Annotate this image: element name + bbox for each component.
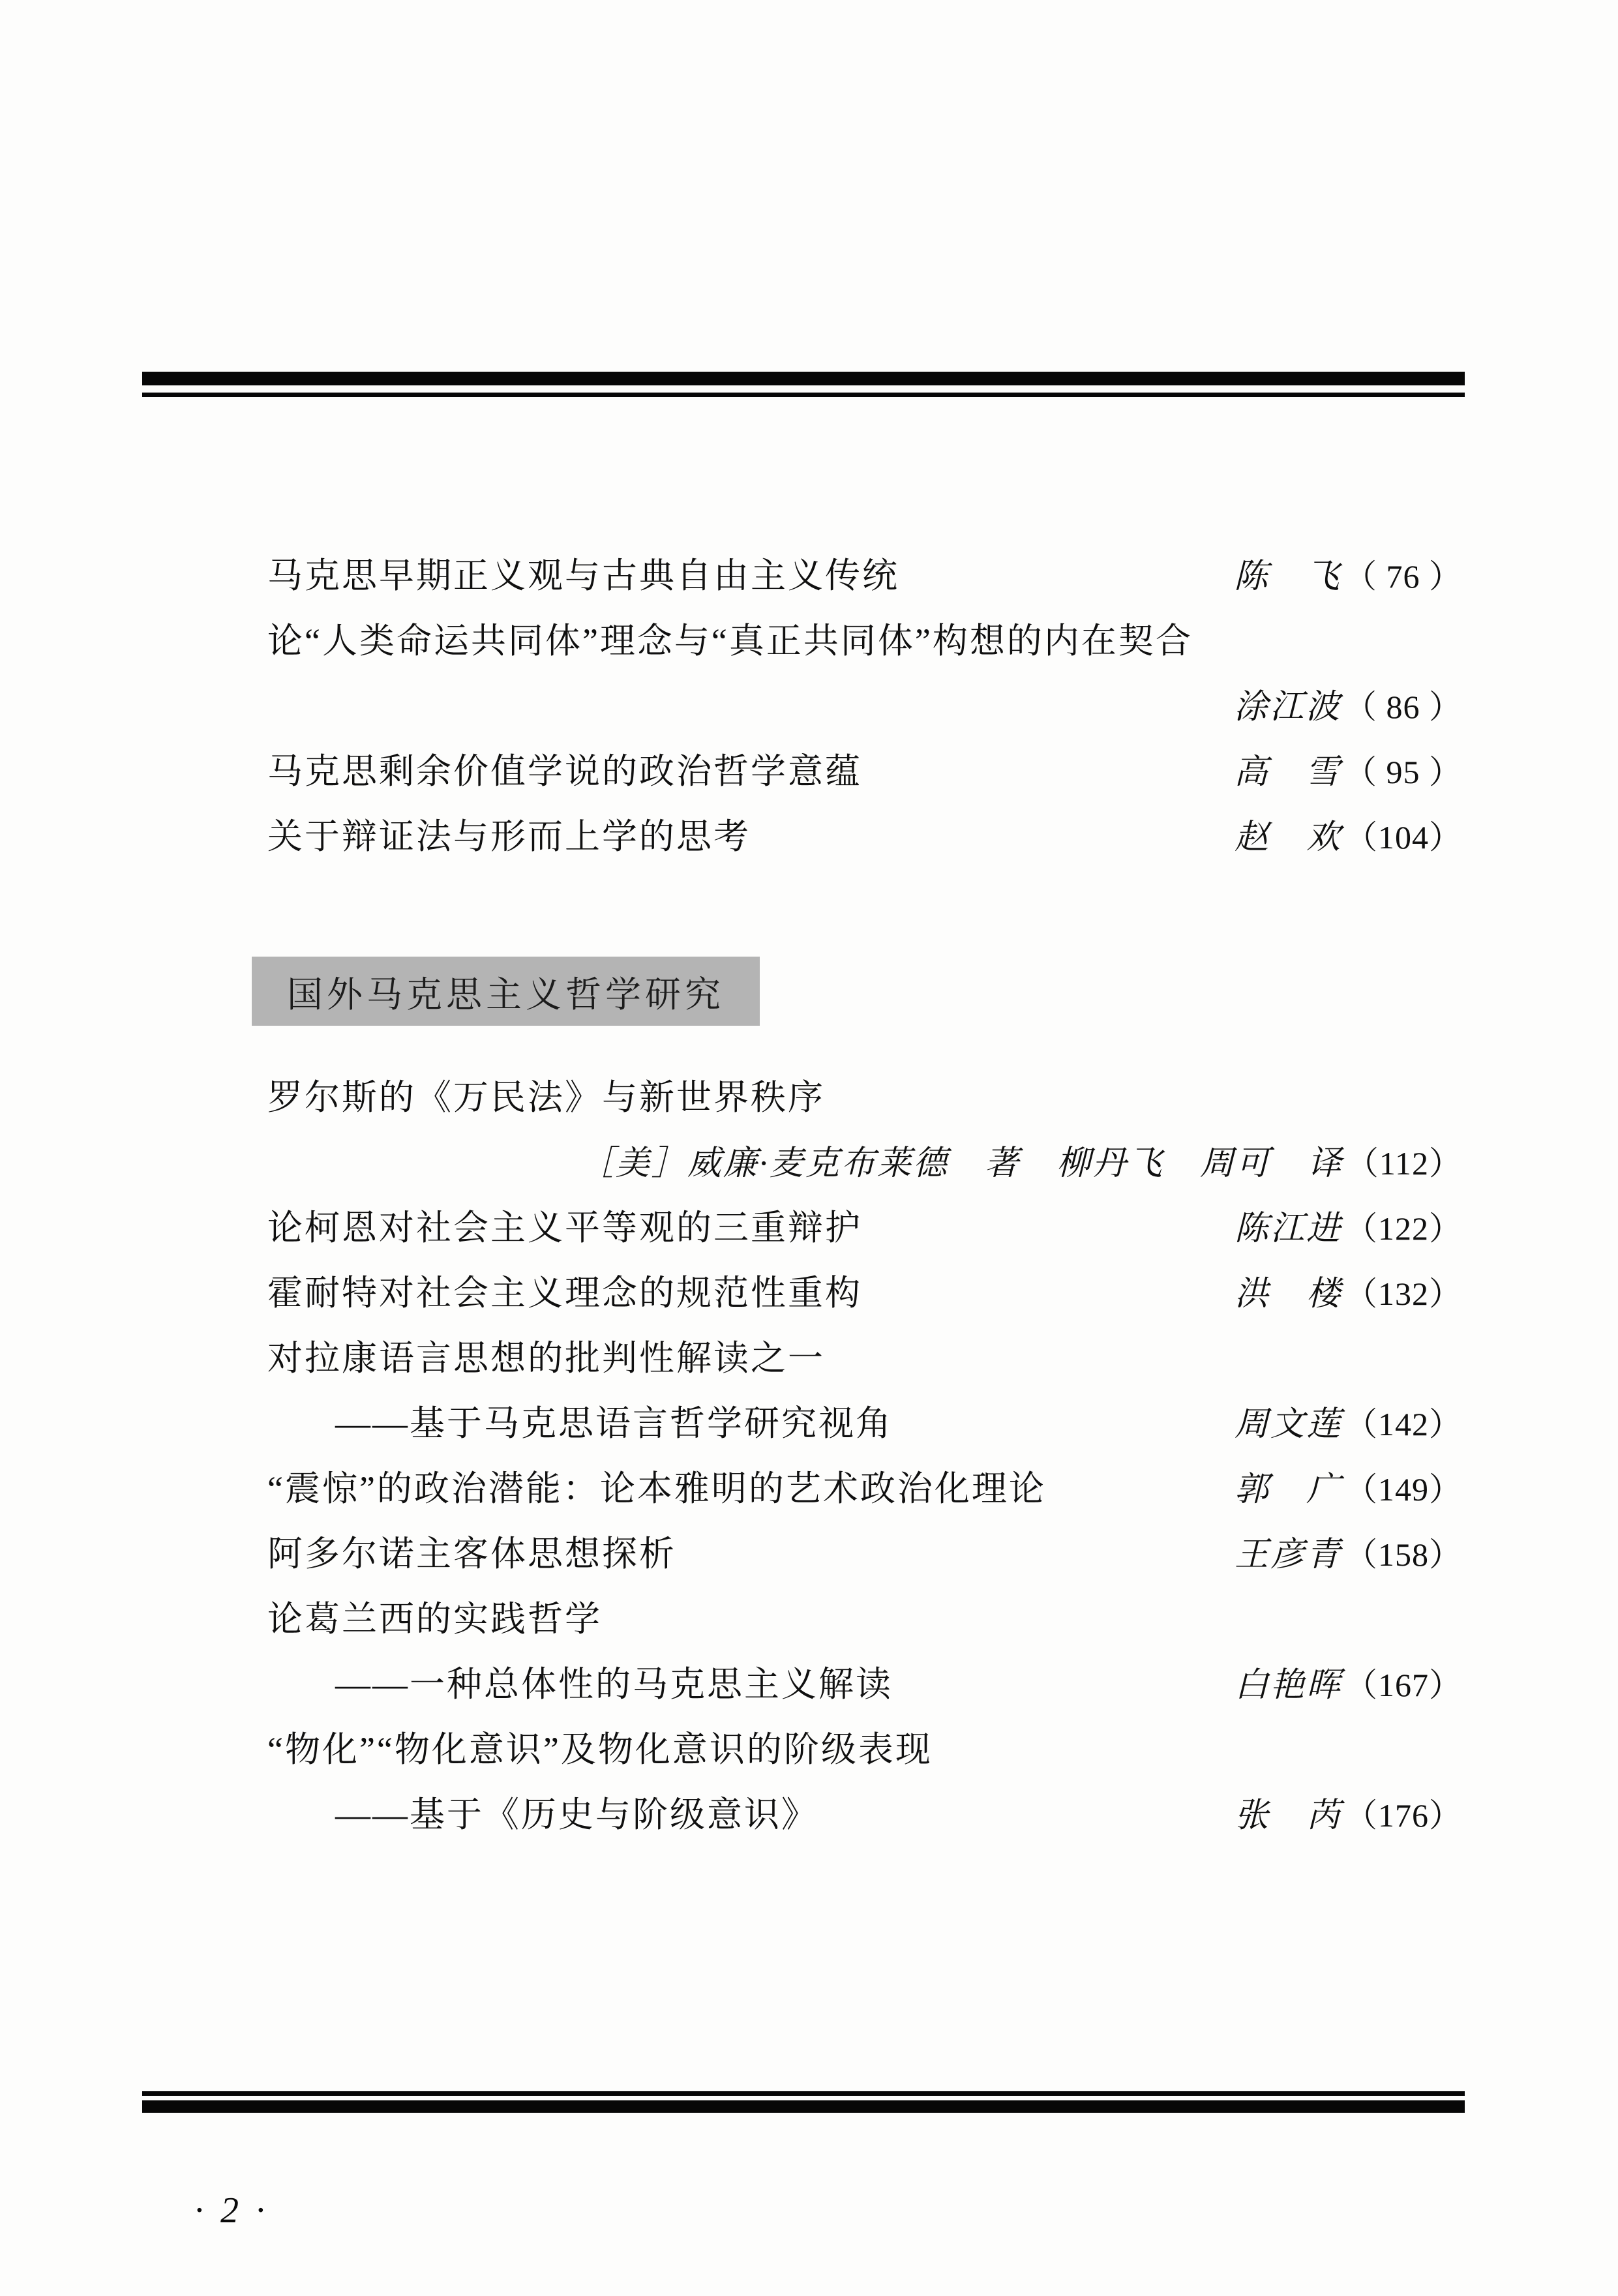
author-page (1235, 1787, 1462, 1836)
author-page (1235, 1266, 1462, 1315)
article-title: 论葛兰西的实践哲学 (267, 1599, 602, 1639)
toc-group-1 (267, 540, 1462, 866)
bottom-rule-thin (142, 2091, 1465, 2096)
author-page (1235, 1396, 1462, 1445)
page-number: （176） (1345, 1797, 1462, 1834)
article-title: 对拉康语言思想的批判性解读之一 (267, 1338, 825, 1378)
toc-row (267, 1192, 1462, 1257)
author-name: 白艳晖 (1234, 1666, 1342, 1704)
page-number: （104） (1345, 818, 1462, 856)
author-page (1235, 1527, 1462, 1575)
author-name: 陈 飞 (1233, 558, 1341, 595)
page-number: （ 95 ） (1344, 753, 1462, 790)
article-title: 关于辩证法与形而上学的思考 (267, 816, 751, 856)
page-number: （122） (1345, 1210, 1462, 1247)
author-page (1234, 744, 1462, 793)
bottom-rule-thick (142, 2100, 1465, 2113)
toc-group-2 (267, 1062, 1462, 1844)
author-name: 赵 欢 (1234, 818, 1342, 856)
top-rule-thick (142, 372, 1465, 385)
page-number: （142） (1345, 1405, 1462, 1442)
author-name: 陈江进 (1234, 1210, 1342, 1247)
section-header: 国外马克思主义哲学研究 (252, 957, 760, 1026)
article-title: 马克思早期正义观与古典自由主义传统 (267, 556, 899, 595)
toc-row (267, 1322, 1462, 1388)
toc-row (267, 736, 1462, 801)
author-page (1235, 1461, 1462, 1510)
author-name: 张 芮 (1234, 1797, 1342, 1834)
toc-row (267, 1127, 1462, 1192)
page-number: （167） (1345, 1666, 1462, 1703)
toc-row (267, 1453, 1462, 1518)
author-page (1235, 1657, 1462, 1706)
toc-row (267, 1388, 1462, 1453)
page-number: （132） (1345, 1275, 1462, 1312)
toc-row (267, 540, 1462, 605)
article-title: “物化”“物化意识”及物化意识的阶级表现 (267, 1729, 933, 1769)
author-page (1234, 679, 1462, 728)
author-name: 洪 楼 (1234, 1275, 1342, 1313)
toc-row (267, 1062, 1462, 1127)
article-title: 论“人类命运共同体”理念与“真正共同体”构想的内在契合 (267, 621, 1193, 661)
article-subtitle: ——基于《历史与阶级意识》 (335, 1795, 818, 1834)
toc-row (267, 605, 1462, 670)
author-page (1234, 548, 1462, 597)
author-name: 郭 广 (1234, 1470, 1342, 1508)
page-number: （ 86 ） (1344, 688, 1462, 725)
toc-row (267, 670, 1462, 736)
toc-row (267, 1714, 1462, 1779)
byline: ［美］威廉·麦克布莱德 著 柳丹飞 周可 译 (579, 1144, 1343, 1182)
footer-page-number: · 2 · (194, 2190, 269, 2231)
toc-row (267, 1583, 1462, 1648)
article-title: 论柯恩对社会主义平等观的三重辩护 (267, 1208, 862, 1247)
author-page (1235, 1200, 1462, 1249)
article-title: 马克思剩余价值学说的政治哲学意蕴 (267, 751, 862, 791)
page-number: （158） (1345, 1536, 1462, 1573)
author-name: 高 雪 (1233, 753, 1341, 791)
article-title: 罗尔斯的《万民法》与新世界秩序 (267, 1077, 825, 1117)
page-number: （ 76 ） (1344, 558, 1462, 595)
author-name: 周文莲 (1234, 1405, 1342, 1443)
toc-row (267, 801, 1462, 866)
page-number: （149） (1345, 1470, 1462, 1508)
toc-row (267, 1779, 1462, 1844)
article-subtitle: ——一种总体性的马克思主义解读 (335, 1664, 893, 1704)
article-subtitle: ——基于马克思语言哲学研究视角 (335, 1403, 893, 1443)
article-title: 霍耐特对社会主义理念的规范性重构 (267, 1273, 862, 1313)
author-name: 涂江波 (1233, 688, 1341, 726)
author-page (1235, 809, 1462, 858)
author-page (580, 1135, 1462, 1184)
article-title: “震惊”的政治潜能：论本雅明的艺术政治化理论 (267, 1469, 1046, 1508)
top-rule-thin (142, 393, 1465, 397)
toc-row (267, 1648, 1462, 1714)
toc-row (267, 1518, 1462, 1583)
author-name: 王彦青 (1234, 1536, 1342, 1573)
toc-row (267, 1257, 1462, 1322)
article-title: 阿多尔诺主客体思想探析 (267, 1534, 676, 1573)
page-number: （112） (1345, 1144, 1462, 1182)
